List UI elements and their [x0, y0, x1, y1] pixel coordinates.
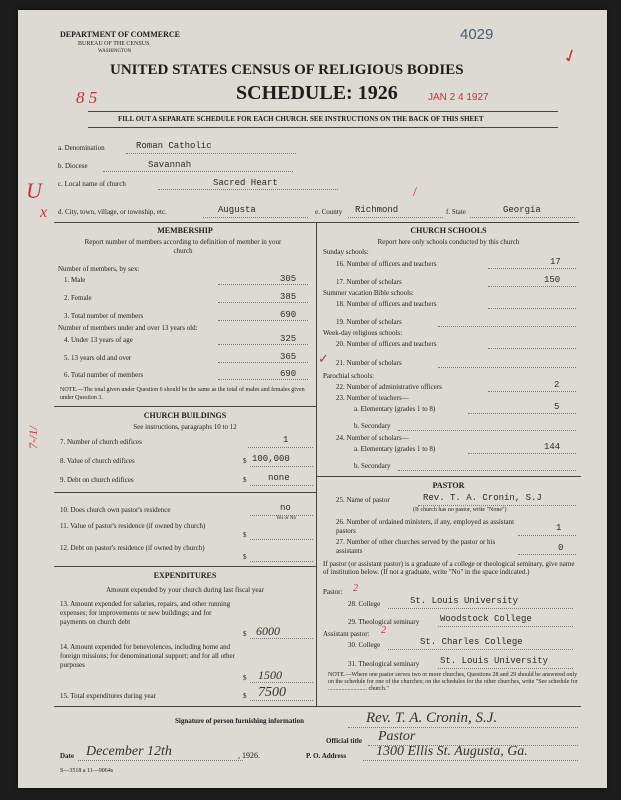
other-churches-label: 27. Number of other churches served by the pastor or his assistants — [336, 538, 496, 555]
dollar-sign: $ — [243, 531, 247, 539]
vacation-schools-label: Summer vacation Bible schools: — [323, 289, 414, 297]
pastor-name-label: 25. Name of pastor — [336, 496, 390, 504]
date-value[interactable]: December 12th — [86, 744, 172, 759]
bureau-label: BUREAU OF THE CENSUS — [78, 41, 150, 47]
dollar-sign: $ — [243, 457, 247, 465]
form-title: UNITED STATES CENSUS OF RELIGIOUS BODIES — [110, 62, 464, 78]
membership-note: NOTE.—The total given under Question 6 should be the same as the total of males and females given under Question 3. — [60, 387, 305, 401]
margin-note-u: U — [26, 178, 42, 203]
pastor-sub-label: Pastor: — [323, 588, 343, 596]
membership-title: MEMBERSHIP — [157, 226, 213, 235]
date-received-stamp: JAN 2 4 1927 — [428, 92, 489, 103]
parochial-schools-label: Parochial schools: — [323, 372, 375, 380]
census-schedule-form — [18, 10, 607, 788]
debt-label: 9. Debt on church edifices — [60, 476, 134, 484]
expenditures-title: EXPENDITURES — [153, 571, 217, 580]
church-name-value[interactable]: Sacred Heart — [213, 178, 278, 188]
field-d-label: d. City, town, village, or township, etc. — [58, 208, 167, 216]
total-members-label: 3. Total number of members — [64, 312, 144, 320]
po-address-value[interactable]: 1300 Ellis St. Augusta, Ga. — [376, 744, 528, 759]
signature-value[interactable]: Rev. T. A. Cronin, S.J. — [366, 710, 498, 726]
dollar-sign: $ — [243, 692, 247, 700]
assistant-count-value[interactable]: 1 — [556, 523, 562, 533]
instruction-banner: FILL OUT A SEPARATE SCHEDULE FOR EACH CHURCH. SEE INSTRUCTIONS ON THE BACK OF THIS SHEET — [118, 115, 484, 123]
check-mark-icon: 2 — [353, 583, 358, 594]
teachers-elementary-value[interactable]: 5 — [554, 402, 560, 412]
weekday-scholars-label: 21. Number of scholars — [336, 359, 402, 367]
check-mark-icon: / — [413, 185, 417, 200]
date-label: Date — [60, 752, 74, 760]
total-age-value[interactable]: 690 — [280, 369, 297, 379]
sunday-teachers-value[interactable]: 17 — [550, 257, 561, 267]
pastor-name-hint: (If church has no pastor, write "None") — [413, 507, 507, 513]
residence-debt-label: 12. Debt on pastor's residence (if owned by church) — [60, 544, 205, 552]
vacation-scholars-label: 19. Number of scholars — [336, 318, 402, 326]
city-label: WASHINGTON — [98, 49, 132, 54]
residence-value-label: 11. Value of pastor's residence (if owned by church) — [60, 522, 206, 530]
form-code: S—3518 a 11—9064s — [60, 768, 114, 774]
dollar-sign: $ — [243, 553, 247, 561]
pastor-residence-value[interactable]: no — [280, 503, 291, 513]
assistant-college-label: 30. College — [348, 641, 381, 649]
total-expenditures-value[interactable]: 7500 — [258, 685, 286, 700]
assistant-seminary-label: 31. Theological seminary — [348, 660, 420, 668]
edifice-value[interactable]: 100,000 — [252, 454, 290, 464]
stamp-number: 4029 — [460, 26, 494, 43]
official-title-value[interactable]: Pastor — [378, 729, 416, 744]
edifices-value[interactable]: 1 — [283, 435, 289, 445]
handwritten-number: 8 5 — [76, 88, 98, 107]
schools-title: CHURCH SCHOOLS — [410, 226, 487, 235]
membership-by-sex: Number of members, by sex: — [58, 265, 140, 273]
sunday-scholars-label: 17. Number of scholars — [336, 278, 402, 286]
margin-note-x: x — [40, 204, 48, 221]
college-value[interactable]: St. Louis University — [410, 596, 519, 606]
date-year: , 1926. — [238, 751, 260, 760]
teachers-secondary-label: b. Secondary — [354, 422, 391, 430]
running-expenses-label: 13. Amount expended for salaries, repairs, and other running expenses; for improvements or new buildings; and for payments on church debt — [60, 600, 231, 626]
admin-officers-value[interactable]: 2 — [554, 380, 560, 390]
yes-no-hint: Yes or No — [276, 516, 297, 521]
field-b-label: b. Diocese — [58, 162, 88, 170]
diocese-value[interactable]: Savannah — [148, 160, 192, 170]
assistant-seminary-value[interactable]: St. Louis University — [440, 656, 549, 666]
assistant-count-label: 26. Number of ordained ministers, if any, employed as assistant pastors — [336, 518, 515, 535]
schools-intro: Report here only schools conducted by this church — [377, 238, 520, 246]
signature-label: Signature of person furnishing information — [175, 717, 304, 725]
benevolences-value[interactable]: 1500 — [258, 668, 282, 682]
over-13-value[interactable]: 365 — [280, 352, 297, 362]
over-13-label: 5. 13 years old and over — [64, 354, 132, 362]
sunday-scholars-value[interactable]: 150 — [544, 275, 561, 285]
dollar-sign: $ — [243, 630, 247, 638]
county-value[interactable]: Richmond — [355, 205, 399, 215]
other-churches-value[interactable]: 0 — [558, 543, 564, 553]
field-c-label: c. Local name of church — [58, 180, 126, 188]
expenditures-intro: Amount expended by your church during last fiscal year — [106, 586, 264, 594]
edifices-label: 7. Number of church edifices — [60, 438, 142, 446]
admin-officers-label: 22. Number of administrative officers — [336, 383, 442, 391]
pastor-title: PASTOR — [432, 481, 465, 490]
check-mark-icon: 2 — [381, 625, 386, 636]
pastor-name-value[interactable]: Rev. T. A. Cronin, S.J — [423, 493, 542, 503]
margin-note-ratio: 7-/1/ — [25, 426, 40, 449]
running-expenses-value[interactable]: 6000 — [256, 624, 280, 638]
membership-age-intro: Number of members under and over 13 years old: — [58, 324, 198, 332]
male-label: 1. Male — [64, 276, 86, 284]
check-mark-icon: ✓ — [318, 351, 329, 366]
field-a-label: a. Denomination — [58, 144, 105, 152]
scholars-elementary-value[interactable]: 144 — [544, 442, 561, 452]
city-value[interactable]: Augusta — [218, 205, 256, 215]
female-value[interactable]: 385 — [280, 292, 297, 302]
under-13-label: 4. Under 13 years of age — [64, 336, 133, 344]
college-label: 28. College — [348, 600, 381, 608]
field-e-label: e. County — [315, 208, 343, 216]
field-f-label: f. State — [446, 208, 466, 216]
sunday-teachers-label: 16. Number of officers and teachers — [336, 260, 437, 268]
official-title-label: Official title — [326, 737, 362, 745]
scholars-label: 24. Number of scholars— — [336, 434, 409, 442]
form-subtitle: SCHEDULE: 1926 — [236, 82, 398, 104]
department-label: DEPARTMENT OF COMMERCE — [60, 30, 181, 39]
dollar-sign: $ — [243, 476, 247, 484]
graduate-note: If pastor (or assistant pastor) is a graduate of a college or theological seminary, give name of institution below. (If not a graduate, write "No" in the space indicated.) — [323, 560, 575, 576]
weekday-teachers-label: 20. Number of officers and teachers — [336, 340, 437, 348]
teachers-label: 23. Number of teachers— — [336, 394, 409, 402]
seminary-value[interactable]: Woodstock College — [440, 614, 532, 624]
assistant-pastor-label: Assistant pastor: — [323, 630, 370, 638]
dollar-sign: $ — [243, 674, 247, 682]
debt-value[interactable]: none — [268, 473, 290, 483]
total-expenditures-label: 15. Total expenditures during year — [60, 692, 156, 700]
denomination-value[interactable]: Roman Catholic — [136, 141, 212, 151]
pastor-residence-label: 10. Does church own pastor's residence — [60, 506, 171, 514]
weekday-schools-label: Week-day religious schools: — [323, 329, 403, 337]
buildings-title: CHURCH BUILDINGS — [143, 411, 227, 420]
total-age-label: 6. Total number of members — [64, 371, 144, 379]
sunday-schools-label: Sunday schools: — [323, 248, 369, 256]
total-members-value[interactable]: 690 — [280, 310, 297, 320]
scholars-secondary-label: b. Secondary — [354, 462, 391, 470]
female-label: 2. Female — [64, 294, 92, 302]
check-mark-icon: ✓ — [559, 44, 581, 69]
scholars-elementary-label: a. Elementary (grades 1 to 8) — [354, 445, 436, 453]
male-value[interactable]: 305 — [280, 274, 297, 284]
membership-intro: Report number of members according to definition of member in your church — [84, 238, 282, 255]
assistant-college-value[interactable]: St. Charles College — [420, 637, 523, 647]
state-value[interactable]: Georgia — [503, 205, 541, 215]
pastor-note: NOTE.—Where one pastor serves two or more churches, Questions 28 and 29 should be answered only on the schedule for one of the churches; on the schedules for the other churches, write "See schedule for .......................... church." — [328, 672, 578, 692]
under-13-value[interactable]: 325 — [280, 334, 297, 344]
vacation-teachers-label: 18. Number of officers and teachers — [336, 300, 437, 308]
po-address-label: P. O. Address — [306, 752, 347, 760]
edifice-value-label: 8. Value of church edifices — [60, 457, 135, 465]
seminary-label: 29. Theological seminary — [348, 618, 420, 626]
buildings-intro: See instructions, paragraphs 10 to 12 — [133, 423, 237, 431]
teachers-elementary-label: a. Elementary (grades 1 to 8) — [354, 405, 436, 413]
benevolences-label: 14. Amount expended for benevolences, including home and foreign missions; for denominational support; and for all other purposes — [60, 643, 235, 669]
